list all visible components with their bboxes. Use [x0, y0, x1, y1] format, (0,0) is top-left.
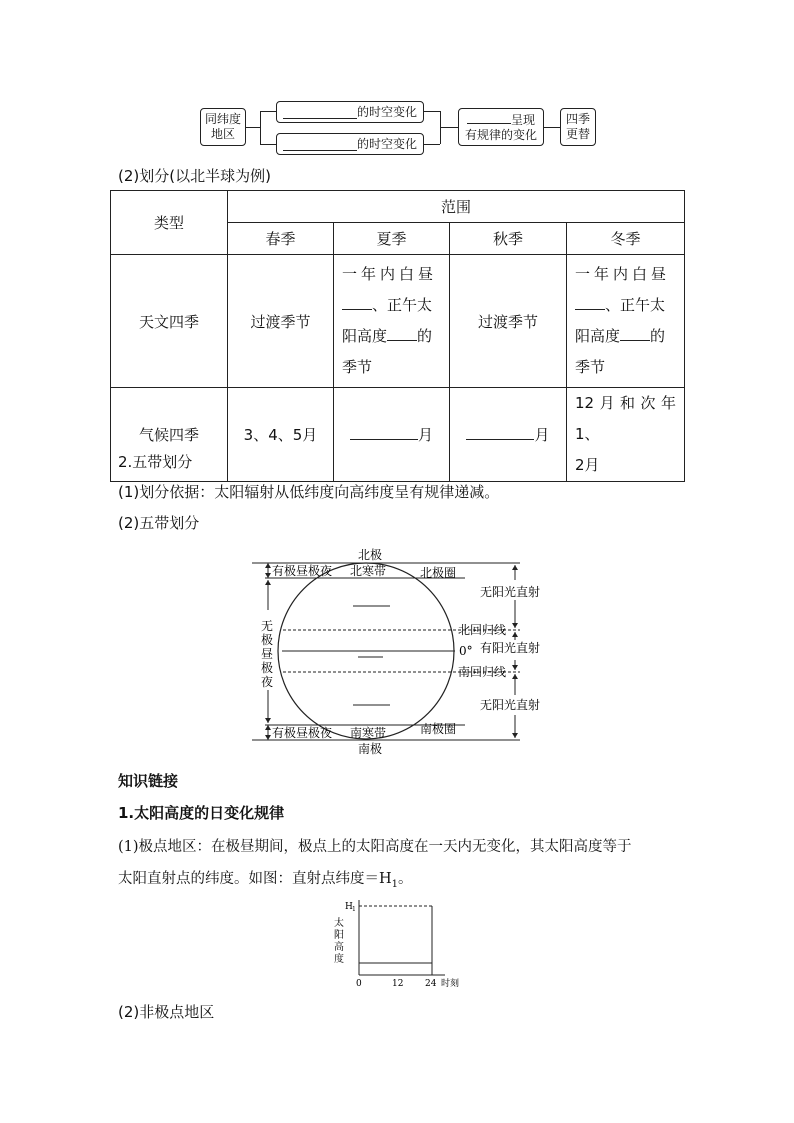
row-astronomical-summer: 一年内白昼 、正午太 阳高度 的 季节	[334, 255, 450, 388]
label-north-pole: 北极	[358, 548, 383, 562]
mini-xlabel: 时刻	[441, 979, 460, 989]
mini-ylabel-4: 度	[334, 954, 344, 965]
row-climate-summer: 月	[334, 388, 450, 482]
connector	[544, 127, 560, 128]
row-astronomical-type: 天文四季	[111, 255, 228, 388]
connector	[424, 144, 440, 145]
five-zones-diagram	[230, 540, 560, 760]
header-autumn: 秋季	[450, 223, 567, 255]
label-tropic-capricorn: 南回归线	[458, 665, 507, 679]
connector	[260, 111, 261, 144]
mini-ylabel-3: 高	[334, 942, 344, 953]
label-equator: 0°	[459, 644, 473, 658]
paragraph-basis: (1)划分依据：太阳辐射从低纬度向高纬度呈有规律递减。	[118, 483, 500, 501]
header-summer: 夏季	[334, 223, 450, 255]
header-type: 类型	[111, 191, 228, 255]
label-no-polar-5: 夜	[261, 675, 274, 689]
row-astronomical-autumn: 过渡季节	[450, 255, 567, 388]
row-climate-autumn: 月	[450, 388, 567, 482]
label-no-direct-top: 无阳光直射	[480, 585, 541, 599]
label-north-frigid: 北寒带	[350, 564, 387, 578]
connector	[246, 127, 260, 128]
box-regular-change: 呈现 有规律的变化	[458, 108, 544, 146]
mini-tick-0: 0	[356, 979, 362, 989]
label-no-polar-1: 无	[261, 619, 274, 633]
label-no-polar-4: 极	[261, 661, 274, 675]
mini-tick-12: 12	[392, 979, 404, 989]
label-polar-bottom: 有极昼极夜	[272, 726, 333, 740]
row-astronomical-winter: 一年内白昼 、正午太 阳高度 的 季节	[567, 255, 685, 388]
connector	[260, 144, 276, 145]
label-tropic-cancer: 北回归线	[458, 623, 507, 637]
k1-paragraph-2: (2)非极点地区	[118, 1003, 215, 1021]
label-has-direct: 有阳光直射	[480, 641, 541, 655]
row-climate-spring: 3、4、5月	[228, 388, 334, 482]
box-spatiotemporal-top: 的时空变化	[276, 101, 424, 123]
mini-ylabel-2: 阳	[334, 930, 344, 941]
box-spatiotemporal-bottom: 的时空变化	[276, 133, 424, 155]
box-same-latitude-region: 同纬度 地区	[200, 108, 246, 146]
mini-h-sub: 1	[352, 906, 356, 913]
header-winter: 冬季	[567, 223, 685, 255]
k1-paragraph-line2: 太阳直射点的纬度。如图：直射点纬度$=H_1$。	[118, 871, 413, 890]
row-astronomical-spring: 过渡季节	[228, 255, 334, 388]
section-title-five-zones: 2.五带划分	[118, 453, 193, 471]
row-climate-type: 气候四季	[111, 388, 228, 482]
connector	[260, 111, 276, 112]
row-climate-winter: 12月和次年 1、 2月	[567, 388, 685, 482]
paragraph-five-zones: (2)五带划分	[118, 514, 200, 532]
season-table	[110, 190, 685, 482]
label-south-pole: 南极	[358, 742, 383, 756]
k1-title: 1.太阳高度的日变化规律	[118, 804, 285, 822]
connector	[424, 111, 440, 112]
solar-altitude-mini-chart	[325, 895, 470, 990]
knowledge-heading: 知识链接	[118, 772, 179, 790]
label-south-frigid: 南寒带	[350, 726, 387, 740]
k1-paragraph-line1: (1)极点地区：在极昼期间，极点上的太阳高度在一天内无变化，其太阳高度等于	[118, 839, 632, 855]
label-no-polar-2: 极	[261, 633, 274, 647]
connector	[440, 127, 458, 128]
mini-ylabel-1: 太	[334, 918, 344, 929]
header-range: 范围	[228, 191, 685, 223]
mini-h-label: H	[345, 902, 353, 912]
label-arctic-circle: 北极圈	[420, 566, 457, 580]
label-no-polar-3: 昼	[261, 647, 274, 661]
label-no-direct-bottom: 无阳光直射	[480, 698, 541, 712]
mini-tick-24: 24	[425, 979, 437, 989]
box-four-seasons-alternation: 四季 更替	[560, 108, 596, 146]
label-antarctic-circle: 南极圈	[420, 722, 457, 736]
subsection-heading: (2)划分(以北半球为例)	[118, 167, 271, 185]
label-polar-top: 有极昼极夜	[272, 564, 333, 578]
header-spring: 春季	[228, 223, 334, 255]
